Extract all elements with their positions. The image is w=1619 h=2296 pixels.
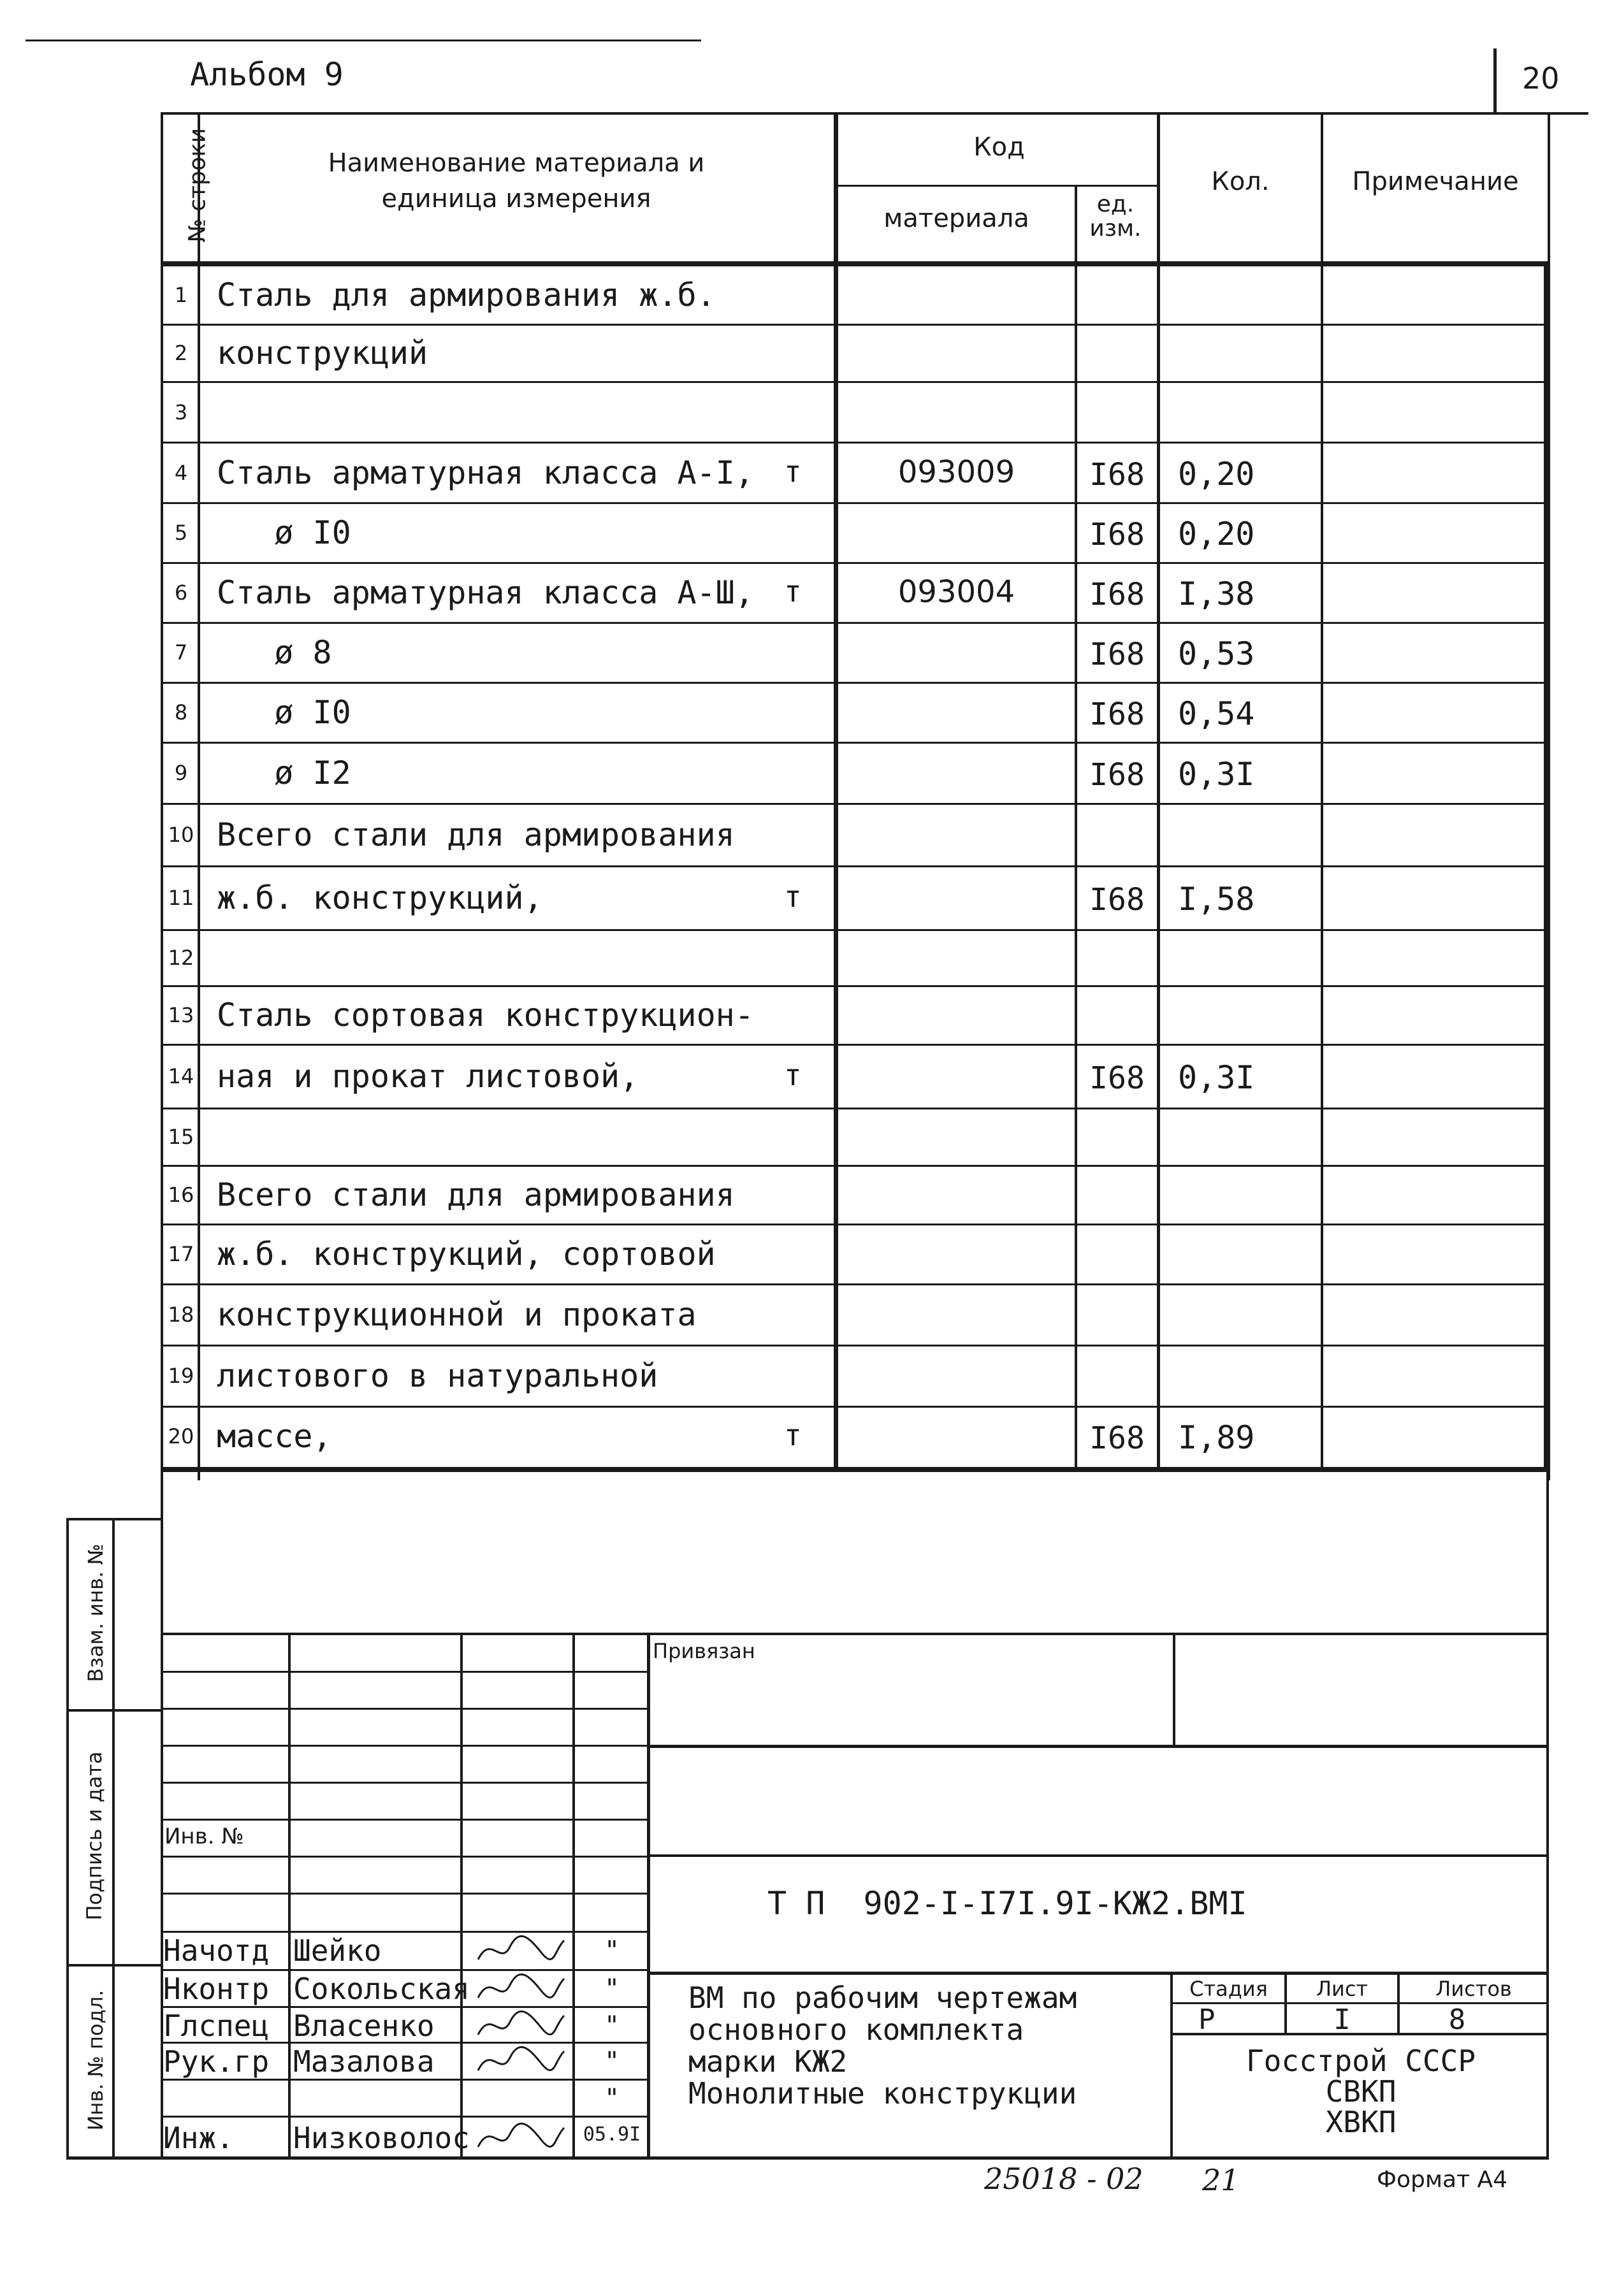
row-name: ø 8 — [217, 634, 332, 671]
signer-name: Власенко — [293, 2009, 435, 2043]
signer-role: Рук.гр — [163, 2044, 270, 2079]
header-code: Код — [973, 133, 1025, 162]
table-row — [163, 563, 1546, 623]
row-unit-mark: т — [784, 454, 802, 489]
row-number: 14 — [168, 1064, 194, 1088]
sheet-label: Лист — [1316, 1977, 1369, 2001]
table-row — [163, 443, 1546, 503]
signature-scribble — [472, 2006, 567, 2044]
signer-mark: " — [604, 1974, 620, 2004]
signer-role: Нконтр — [163, 1972, 270, 2006]
document-description: ВМ по рабочим чертежам основного комплекта марки КЖ2 Монолитные конструкции — [688, 1981, 1077, 2111]
table-row — [163, 1045, 1546, 1109]
row-name: Сталь сортовая конструкцион- — [217, 997, 754, 1034]
top-rule — [25, 40, 701, 41]
row-name: ж.б. конструкций, — [217, 879, 543, 916]
signer-mark: " — [604, 2047, 620, 2076]
row-name: Сталь для армирования ж.б. — [217, 277, 716, 314]
signer-mark: " — [604, 2084, 620, 2113]
row-number: 10 — [168, 823, 194, 847]
table-row — [163, 503, 1546, 563]
row-number: 8 — [174, 700, 188, 725]
signer-role: Инж. — [163, 2121, 234, 2155]
header-row-no: № строки — [184, 127, 211, 243]
table-row — [163, 1166, 1546, 1225]
row-name: листового в натуральной — [217, 1357, 658, 1394]
signature-scribble — [472, 2042, 567, 2080]
row-name: ная и прокат листовой, — [217, 1058, 639, 1095]
row-quantity: 0,20 — [1178, 456, 1255, 493]
row-unit-code: I68 — [1089, 577, 1145, 612]
row-unit-mark: т — [784, 574, 802, 609]
row-quantity: I,58 — [1178, 881, 1255, 918]
row-name: Сталь арматурная класса А-I, — [217, 454, 754, 491]
album-title: Альбом 9 — [190, 56, 344, 93]
row-quantity: I,89 — [1178, 1419, 1255, 1456]
sheet-value: I — [1333, 2004, 1351, 2036]
table-row — [163, 1407, 1546, 1467]
table-row — [163, 930, 1546, 986]
table-row — [163, 1109, 1546, 1166]
table-row — [163, 623, 1546, 683]
row-number: 12 — [168, 946, 194, 970]
row-name: конструкций — [217, 335, 428, 372]
privyazan-label: Привязан — [653, 1639, 755, 1663]
table-row — [163, 1225, 1546, 1285]
row-name: ø I2 — [217, 755, 351, 791]
signer-role: Начотд — [163, 1933, 270, 1968]
signer-mark: 05.9I — [583, 2123, 641, 2146]
row-quantity: 0,3I — [1178, 756, 1255, 793]
row-name: ж.б. конструкций, сортовой — [217, 1236, 716, 1273]
row-quantity: 0,3I — [1178, 1059, 1255, 1096]
header-name: Наименование материала и единица измерения — [328, 148, 705, 213]
row-number: 11 — [168, 886, 194, 910]
archive-stamp: 25018 - 02 — [984, 2162, 1143, 2196]
archive-stamp-page: 21 — [1202, 2163, 1240, 2197]
row-number: 13 — [168, 1003, 194, 1027]
row-number: 6 — [174, 581, 188, 605]
row-unit-code: I68 — [1089, 757, 1145, 793]
row-name: Сталь арматурная класса А-Ш, — [217, 574, 754, 611]
row-quantity: I,38 — [1178, 575, 1255, 612]
row-name: массе, — [217, 1418, 332, 1455]
row-unit-mark: т — [784, 1058, 802, 1092]
row-quantity: 0,20 — [1178, 516, 1255, 552]
row-number: 19 — [168, 1364, 194, 1388]
header-unit: ед. изм. — [1089, 191, 1142, 242]
format-label: Формат А4 — [1377, 2167, 1508, 2193]
signature-scribble — [472, 2118, 567, 2156]
row-name: ø I0 — [217, 514, 351, 551]
row-quantity: 0,53 — [1178, 635, 1255, 672]
side-label-podpis: Подпись и дата — [82, 1751, 106, 1921]
row-number: 7 — [174, 640, 188, 665]
table-row — [163, 986, 1546, 1045]
row-number: 18 — [168, 1303, 194, 1327]
sheets-label: Листов — [1435, 1977, 1512, 2001]
inv-no-label: Инв. № — [164, 1824, 244, 1849]
sheets-value: 8 — [1448, 2004, 1466, 2036]
row-unit-code: I68 — [1089, 1060, 1145, 1096]
organization: Госстрой СССР СВКП ХВКП — [1245, 2044, 1476, 2139]
side-label-vzam: Взам. инв. № — [83, 1543, 108, 1682]
side-label-inv-podl: Инв. № подл. — [83, 1989, 108, 2131]
row-unit-code: I68 — [1089, 517, 1145, 552]
page-number-divider — [1493, 48, 1497, 112]
row-number: 3 — [174, 400, 188, 424]
header-material: материала — [883, 204, 1029, 233]
signer-name: Шейко — [293, 1933, 382, 1968]
row-name: Всего стали для армирования — [217, 816, 735, 853]
row-number: 1 — [174, 283, 188, 307]
signer-role: Глспец — [163, 2009, 270, 2043]
signer-mark: " — [604, 1936, 620, 1965]
signer-name: Низковолос — [293, 2121, 470, 2155]
row-name: конструкционной и проката — [217, 1296, 697, 1333]
row-material-code: 093009 — [897, 454, 1015, 490]
table-row — [163, 325, 1546, 382]
stage-value: Р — [1198, 2004, 1216, 2036]
row-number: 16 — [168, 1183, 194, 1207]
row-number: 5 — [174, 521, 188, 545]
document-code: Т П 902-I-I7I.9I-КЖ2.ВМI — [767, 1885, 1247, 1922]
table-row — [163, 683, 1546, 743]
signature-scribble — [472, 1969, 567, 2007]
stage-label: Стадия — [1189, 1977, 1268, 2001]
row-material-code: 093004 — [897, 574, 1015, 610]
signer-name: Мазалова — [293, 2044, 435, 2079]
signer-name: Сокольская — [293, 1972, 470, 2006]
row-quantity: 0,54 — [1178, 695, 1255, 732]
table-row — [163, 867, 1546, 930]
table-row — [163, 1285, 1546, 1346]
row-number: 15 — [168, 1125, 194, 1149]
row-number: 9 — [174, 761, 188, 785]
row-unit-code: I68 — [1089, 457, 1145, 493]
page-number: 20 — [1522, 61, 1560, 96]
row-unit-code: I68 — [1089, 637, 1145, 672]
table-row — [163, 382, 1546, 443]
table-row — [163, 804, 1546, 867]
row-unit-code: I68 — [1089, 697, 1145, 732]
row-unit-code: I68 — [1089, 882, 1145, 918]
row-number: 20 — [168, 1424, 194, 1448]
table-row — [163, 743, 1546, 804]
header-qty: Кол. — [1211, 167, 1270, 196]
header-note: Примечание — [1352, 167, 1519, 196]
signature-scribble — [472, 1931, 567, 1969]
row-unit-mark: т — [784, 1418, 802, 1452]
row-name: Всего стали для армирования — [217, 1176, 735, 1213]
row-number: 2 — [174, 341, 188, 365]
table-row — [163, 266, 1546, 325]
row-number: 4 — [174, 461, 188, 485]
row-name: ø I0 — [217, 694, 351, 731]
signer-mark: " — [604, 2011, 620, 2040]
row-unit-mark: т — [784, 879, 802, 914]
row-number: 17 — [168, 1242, 194, 1266]
table-row — [163, 1346, 1546, 1407]
row-unit-code: I68 — [1089, 1420, 1145, 1456]
